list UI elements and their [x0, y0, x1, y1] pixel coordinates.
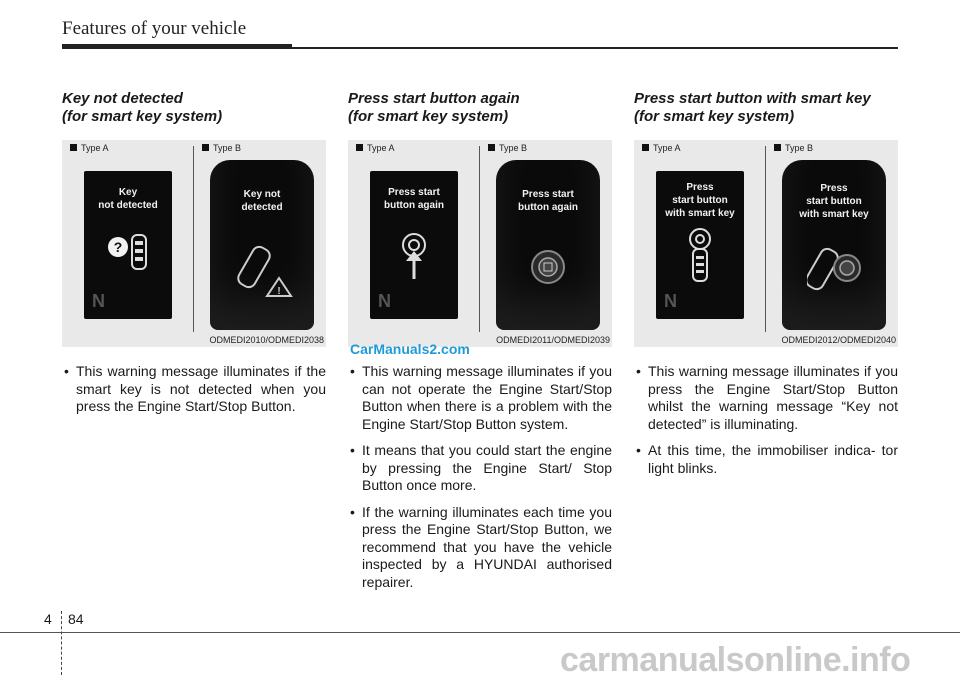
bullet-item: • This warning message illuminates if the smart key is not detected when you press the Engine Start/Stop Button.: [62, 363, 326, 416]
display-message: Press start button with smart key: [799, 183, 869, 220]
display-message: Key not detected: [98, 187, 158, 211]
figure-divider: [193, 146, 194, 332]
figure-caption: ODMEDI2012/ODMEDI2040: [781, 335, 896, 345]
gear-n-indicator: N: [664, 291, 677, 311]
display-message: Key not detected: [241, 189, 283, 213]
bullet-item: • This warning message illuminates if you can not operate the Engine Start/Stop Button when there is a problem with the Engine Start/Stop Button system.: [348, 363, 612, 433]
section-key-not-detected: [62, 90, 326, 425]
bullet-list: [62, 363, 326, 416]
section-title-line: Key not detected: [62, 90, 183, 107]
type-a-label: Type A: [356, 143, 395, 153]
display-type-a: [84, 171, 172, 319]
bullet-list: [348, 363, 612, 591]
bullet-item: • At this time, the immobiliser indica- tor light blinks.: [634, 442, 898, 477]
display-type-b: [782, 160, 886, 330]
display-message: Press start button with smart key: [665, 182, 735, 219]
cluster-display-figure: [348, 140, 612, 347]
type-b-label: Type B: [774, 143, 813, 153]
gear-n-indicator: N: [92, 291, 105, 311]
bullet-item: • It means that you could start the engine by pressing the Engine Start/ Stop Button once more.: [348, 442, 612, 495]
figure-caption: ODMEDI2010/ODMEDI2038: [209, 335, 324, 345]
bullet-list: [634, 363, 898, 477]
cluster-display-figure: [62, 140, 326, 347]
svg-text:?: ?: [113, 239, 123, 255]
footer-rule: [0, 632, 960, 633]
figure-divider: [765, 146, 766, 332]
watermark-link[interactable]: CarManuals2.com: [350, 341, 470, 357]
page-number: 84: [68, 611, 84, 627]
display-type-b: [210, 160, 314, 330]
press-button-icon: [392, 231, 436, 283]
section-title-line: Press start button with smart key: [634, 90, 871, 107]
bullet-item: • This warning message illuminates if you press the Engine Start/Stop Button whilst the warning message “Key not detected” is illuminating.: [634, 363, 898, 433]
gear-n-indicator: N: [378, 291, 391, 311]
footer-site-watermark: carmanualsonline.info: [560, 641, 911, 679]
section-title: [62, 90, 326, 130]
section-subtitle-line: (for smart key system): [634, 108, 795, 125]
svg-text:!: !: [277, 286, 281, 297]
type-a-label: Type A: [70, 143, 109, 153]
smart-key-warning-icon: [235, 240, 295, 300]
chapter-number: 4: [44, 611, 52, 627]
footer-divider: [61, 611, 62, 675]
start-button-icon: [521, 240, 575, 294]
display-type-b: [496, 160, 600, 330]
figure-divider: [479, 146, 480, 332]
smart-key-button-icon: [807, 240, 867, 300]
type-a-label: Type A: [642, 143, 681, 153]
type-b-label: Type B: [202, 143, 241, 153]
display-message: Press start button again: [384, 187, 444, 211]
section-title-line: Press start button again: [348, 90, 520, 107]
display-type-a: [370, 171, 458, 319]
section-title: [634, 90, 898, 130]
cluster-display-figure: [634, 140, 898, 347]
display-type-a: [656, 171, 744, 319]
section-title: [348, 90, 612, 130]
header-rule-thin: [292, 47, 898, 49]
bullet-item: • If the warning illuminates each time you press the Engine Start/Stop Button, we recommend that you have the vehicle inspected by a HYUNDAI authorised repairer.: [348, 504, 612, 592]
page-header-title: Features of your vehicle: [62, 18, 247, 39]
question-key-icon: [106, 231, 154, 279]
display-message: Press start button again: [518, 189, 578, 213]
section-subtitle-line: (for smart key system): [62, 108, 223, 125]
type-b-label: Type B: [488, 143, 527, 153]
section-subtitle-line: (for smart key system): [348, 108, 509, 125]
header-rule-thick: [62, 44, 292, 49]
section-press-start-button-with-smart-key: [634, 90, 898, 486]
figure-caption: ODMEDI2011/ODMEDI2039: [496, 335, 610, 345]
key-press-button-icon: [678, 227, 722, 283]
